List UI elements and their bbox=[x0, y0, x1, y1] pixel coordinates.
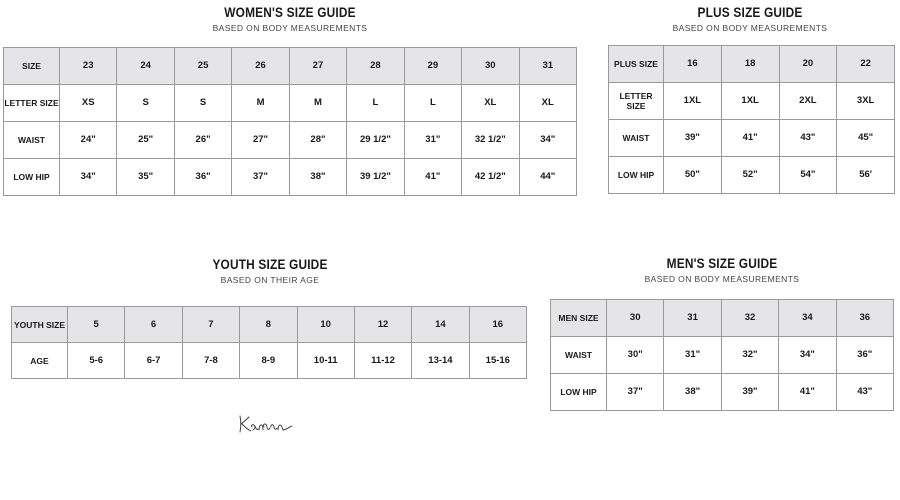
table-cell: 35" bbox=[117, 159, 174, 196]
womens-title: WOMEN'S SIZE GUIDE bbox=[224, 4, 356, 20]
table-cell: S bbox=[174, 85, 231, 122]
row-label: LETTER SIZE bbox=[4, 85, 60, 122]
youth-size-table bbox=[11, 306, 527, 379]
size-header-cell: 22 bbox=[837, 46, 895, 83]
plus-title: PLUS SIZE GUIDE bbox=[697, 4, 803, 20]
mens-title: MEN'S SIZE GUIDE bbox=[666, 255, 778, 271]
size-header-cell: 31 bbox=[664, 300, 721, 337]
size-header-cell: 36 bbox=[836, 300, 893, 337]
table-cell: 13-14 bbox=[412, 343, 469, 379]
table-cell: 31" bbox=[404, 122, 461, 159]
plus-table-row bbox=[609, 46, 895, 83]
table-cell: 38" bbox=[289, 159, 346, 196]
table-cell: 30" bbox=[607, 337, 664, 374]
size-header-cell: 34 bbox=[779, 300, 836, 337]
size-header-cell: 29 bbox=[404, 48, 461, 85]
mens-table-row bbox=[551, 374, 894, 411]
table-cell: 29 1/2" bbox=[347, 122, 404, 159]
table-cell: 10-11 bbox=[297, 343, 354, 379]
table-cell: 15-16 bbox=[469, 343, 526, 379]
womens-size-guide-heading bbox=[190, 3, 390, 34]
size-header-cell: 7 bbox=[182, 307, 239, 343]
size-header-cell: 27 bbox=[289, 48, 346, 85]
size-header-cell: 28 bbox=[347, 48, 404, 85]
womens-table-row bbox=[4, 122, 577, 159]
table-cell: 45" bbox=[837, 120, 895, 157]
table-cell: 6-7 bbox=[125, 343, 182, 379]
table-cell: 7-8 bbox=[182, 343, 239, 379]
row-label: YOUTH SIZE bbox=[12, 307, 68, 343]
size-header-cell: 14 bbox=[412, 307, 469, 343]
table-cell: 8-9 bbox=[240, 343, 297, 379]
row-label: LOW HIP bbox=[4, 159, 60, 196]
row-label: WAIST bbox=[4, 122, 60, 159]
size-header-cell: 30 bbox=[462, 48, 519, 85]
table-cell: 31" bbox=[664, 337, 721, 374]
table-cell: 54" bbox=[779, 157, 837, 194]
table-cell: 37" bbox=[607, 374, 664, 411]
table-cell: 34" bbox=[779, 337, 836, 374]
womens-table-row bbox=[4, 85, 577, 122]
table-cell: 52" bbox=[721, 157, 779, 194]
table-cell: 32" bbox=[721, 337, 778, 374]
youth-size-guide-heading bbox=[170, 255, 370, 286]
row-label: PLUS SIZE bbox=[609, 46, 664, 83]
size-header-cell: 6 bbox=[125, 307, 182, 343]
size-header-cell: 18 bbox=[721, 46, 779, 83]
size-header-cell: 24 bbox=[117, 48, 174, 85]
size-header-cell: 16 bbox=[664, 46, 722, 83]
size-header-cell: 26 bbox=[232, 48, 289, 85]
table-cell: 26" bbox=[174, 122, 231, 159]
size-header-cell: 30 bbox=[607, 300, 664, 337]
table-cell: 24" bbox=[60, 122, 117, 159]
kancan-signature-logo bbox=[236, 412, 306, 436]
mens-table-row bbox=[551, 337, 894, 374]
size-header-cell: 16 bbox=[469, 307, 526, 343]
youth-table-row bbox=[12, 307, 527, 343]
table-cell: 25" bbox=[117, 122, 174, 159]
table-cell: L bbox=[347, 85, 404, 122]
table-cell: 28" bbox=[289, 122, 346, 159]
mens-subtitle: BASED ON BODY MEASUREMENTS bbox=[644, 274, 800, 284]
table-cell: 43" bbox=[779, 120, 837, 157]
table-cell: 41" bbox=[779, 374, 836, 411]
table-cell: 39" bbox=[664, 120, 722, 157]
table-cell: 32 1/2" bbox=[462, 122, 519, 159]
mens-size-guide-heading bbox=[622, 254, 822, 285]
size-header-cell: 8 bbox=[240, 307, 297, 343]
size-header-cell: 23 bbox=[60, 48, 117, 85]
table-cell: M bbox=[232, 85, 289, 122]
plus-size-guide-heading bbox=[650, 3, 850, 34]
youth-table-row bbox=[12, 343, 527, 379]
row-label: MEN SIZE bbox=[551, 300, 607, 337]
table-cell: 56' bbox=[837, 157, 895, 194]
row-label: WAIST bbox=[551, 337, 607, 374]
row-label: LETTER SIZE bbox=[609, 83, 664, 120]
table-cell: 5-6 bbox=[68, 343, 125, 379]
table-cell: 11-12 bbox=[354, 343, 411, 379]
table-cell: 41" bbox=[404, 159, 461, 196]
table-cell: 44" bbox=[519, 159, 577, 196]
row-label: WAIST bbox=[609, 120, 664, 157]
youth-subtitle: BASED ON THEIR AGE bbox=[220, 275, 320, 285]
table-cell: 1XL bbox=[664, 83, 722, 120]
table-cell: 38" bbox=[664, 374, 721, 411]
table-cell: XS bbox=[60, 85, 117, 122]
table-cell: 50" bbox=[664, 157, 722, 194]
plus-table-row bbox=[609, 120, 895, 157]
table-cell: 39 1/2" bbox=[347, 159, 404, 196]
womens-subtitle: BASED ON BODY MEASUREMENTS bbox=[212, 23, 368, 33]
womens-table-row bbox=[4, 48, 577, 85]
table-cell: 36" bbox=[174, 159, 231, 196]
plus-size-table bbox=[608, 45, 895, 194]
table-cell: 42 1/2" bbox=[462, 159, 519, 196]
size-header-cell: 12 bbox=[354, 307, 411, 343]
youth-title: YOUTH SIZE GUIDE bbox=[212, 256, 328, 272]
womens-size-table bbox=[3, 47, 577, 196]
plus-table-row bbox=[609, 83, 895, 120]
table-cell: 1XL bbox=[721, 83, 779, 120]
size-header-cell: 20 bbox=[779, 46, 837, 83]
size-header-cell: 10 bbox=[297, 307, 354, 343]
table-cell: 27" bbox=[232, 122, 289, 159]
table-cell: L bbox=[404, 85, 461, 122]
plus-subtitle: BASED ON BODY MEASUREMENTS bbox=[672, 23, 828, 33]
mens-table-row bbox=[551, 300, 894, 337]
table-cell: 39" bbox=[721, 374, 778, 411]
womens-table-row bbox=[4, 159, 577, 196]
table-cell: 3XL bbox=[837, 83, 895, 120]
size-header-cell: 5 bbox=[68, 307, 125, 343]
table-cell: 41" bbox=[721, 120, 779, 157]
row-label: AGE bbox=[12, 343, 68, 379]
table-cell: 43" bbox=[836, 374, 893, 411]
size-header-cell: 25 bbox=[174, 48, 231, 85]
row-label: LOW HIP bbox=[551, 374, 607, 411]
table-cell: 34" bbox=[519, 122, 577, 159]
table-cell: 37" bbox=[232, 159, 289, 196]
mens-size-table bbox=[550, 299, 894, 411]
table-cell: 2XL bbox=[779, 83, 837, 120]
table-cell: M bbox=[289, 85, 346, 122]
size-header-cell: 31 bbox=[519, 48, 577, 85]
table-cell: XL bbox=[462, 85, 519, 122]
row-label: SIZE bbox=[4, 48, 60, 85]
table-cell: XL bbox=[519, 85, 577, 122]
table-cell: 34" bbox=[60, 159, 117, 196]
table-cell: S bbox=[117, 85, 174, 122]
size-header-cell: 32 bbox=[721, 300, 778, 337]
plus-table-row bbox=[609, 157, 895, 194]
table-cell: 36" bbox=[836, 337, 893, 374]
row-label: LOW HIP bbox=[609, 157, 664, 194]
